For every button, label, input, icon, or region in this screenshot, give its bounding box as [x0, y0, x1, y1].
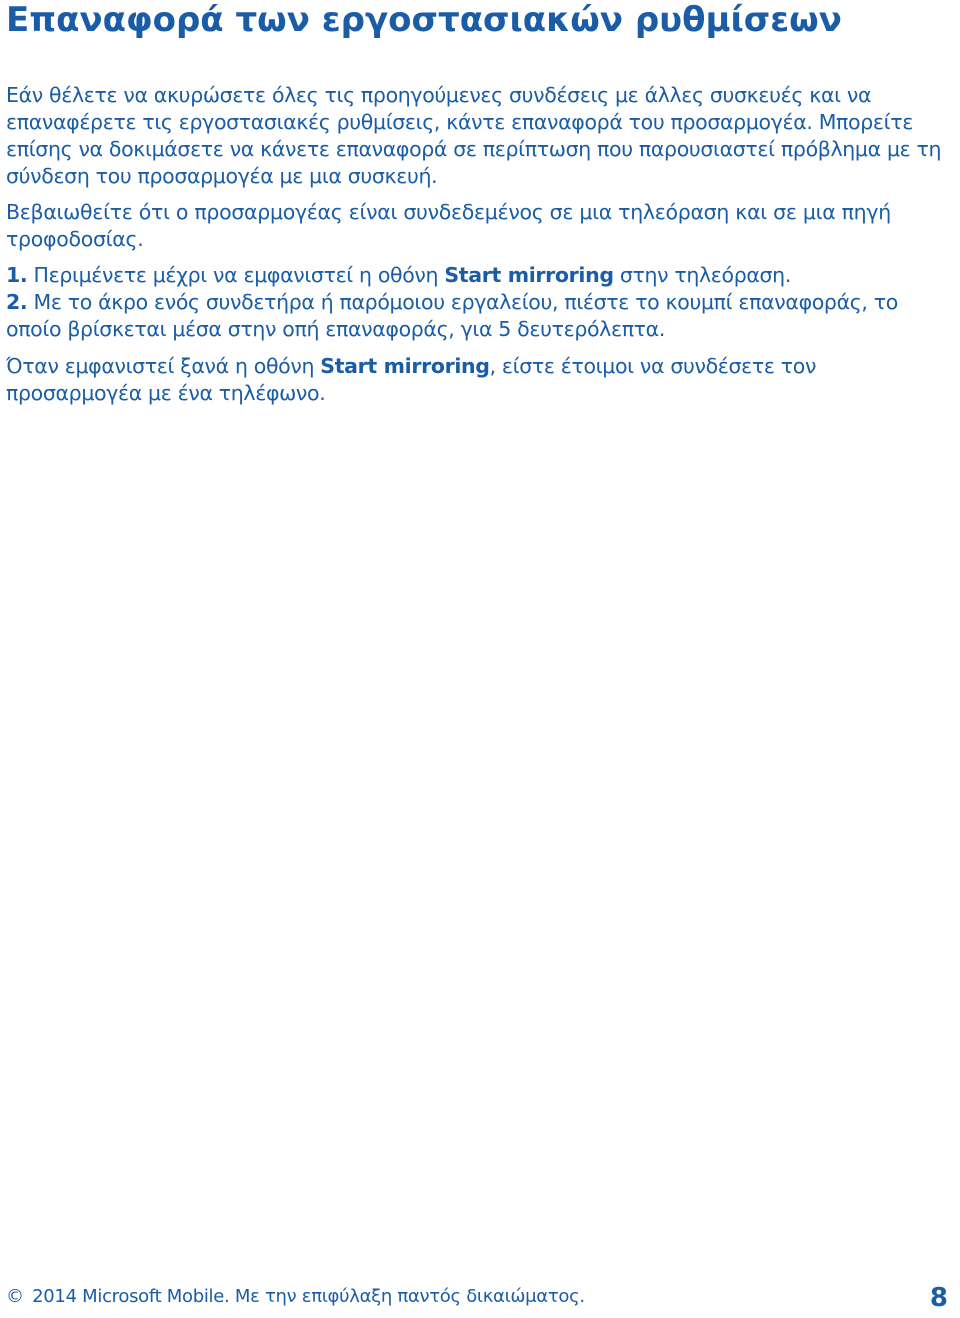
- page-number: 8: [929, 1283, 948, 1313]
- step-text: Περιμένετε μέχρι να εμφανιστεί η οθόνη: [33, 263, 445, 287]
- step-number: 2.: [6, 290, 28, 314]
- copyright-icon: ©: [6, 1286, 24, 1307]
- copyright-text: 2014 Microsoft Mobile. Με την επιφύλαξη παντός δικαιώματος.: [32, 1286, 585, 1307]
- closing-paragraph: [6, 353, 954, 407]
- intro-paragraph: Εάν θέλετε να ακυρώσετε όλες τις προηγούμενες συνδέσεις με άλλες συσκευές και να επαναφέρετε τις εργοστασιακές ρυθμίσεις, κάντε επαναφορά του προσαρμογέα. Μπορείτε επίσης να δοκιμάσετε να κάνετε επαναφορά σε περίπτωση που παρουσιαστεί πρόβλημα με τη σύνδεση του προσαρμογέα με μια συσκευή.: [6, 83, 942, 188]
- page-title: Επαναφορά των εργοστασιακών ρυθμίσεων: [6, 0, 842, 40]
- copyright-notice: [6, 1285, 585, 1309]
- step-text: Με το άκρο ενός συνδετήρα ή παρόμοιου εργαλείου, πιέστε το κουμπί επαναφοράς, το οποίο βρίσκεται μέσα στην οπή επαναφοράς, για 5 δευτερόλεπτα.: [6, 290, 898, 341]
- prerequisite-paragraph: Βεβαιωθείτε ότι ο προσαρμογέας είναι συνδεδεμένος σε μια τηλεόραση και σε μια πηγή τροφοδοσίας.: [6, 200, 891, 251]
- screen-name: Start mirroring: [320, 354, 490, 378]
- step-text: στην τηλεόραση.: [613, 263, 791, 287]
- page-footer: [6, 1283, 948, 1313]
- step-1: [6, 262, 954, 289]
- closing-text: Όταν εμφανιστεί ξανά η οθόνη: [6, 354, 321, 378]
- document-body: [6, 82, 954, 416]
- screen-name: Start mirroring: [444, 263, 614, 287]
- step-2: [6, 289, 954, 343]
- closing-text: , είστε έτοιμοι να συνδέσετε τον προσαρμογέα με ένα τηλέφωνο.: [6, 354, 817, 405]
- step-number: 1.: [6, 263, 28, 287]
